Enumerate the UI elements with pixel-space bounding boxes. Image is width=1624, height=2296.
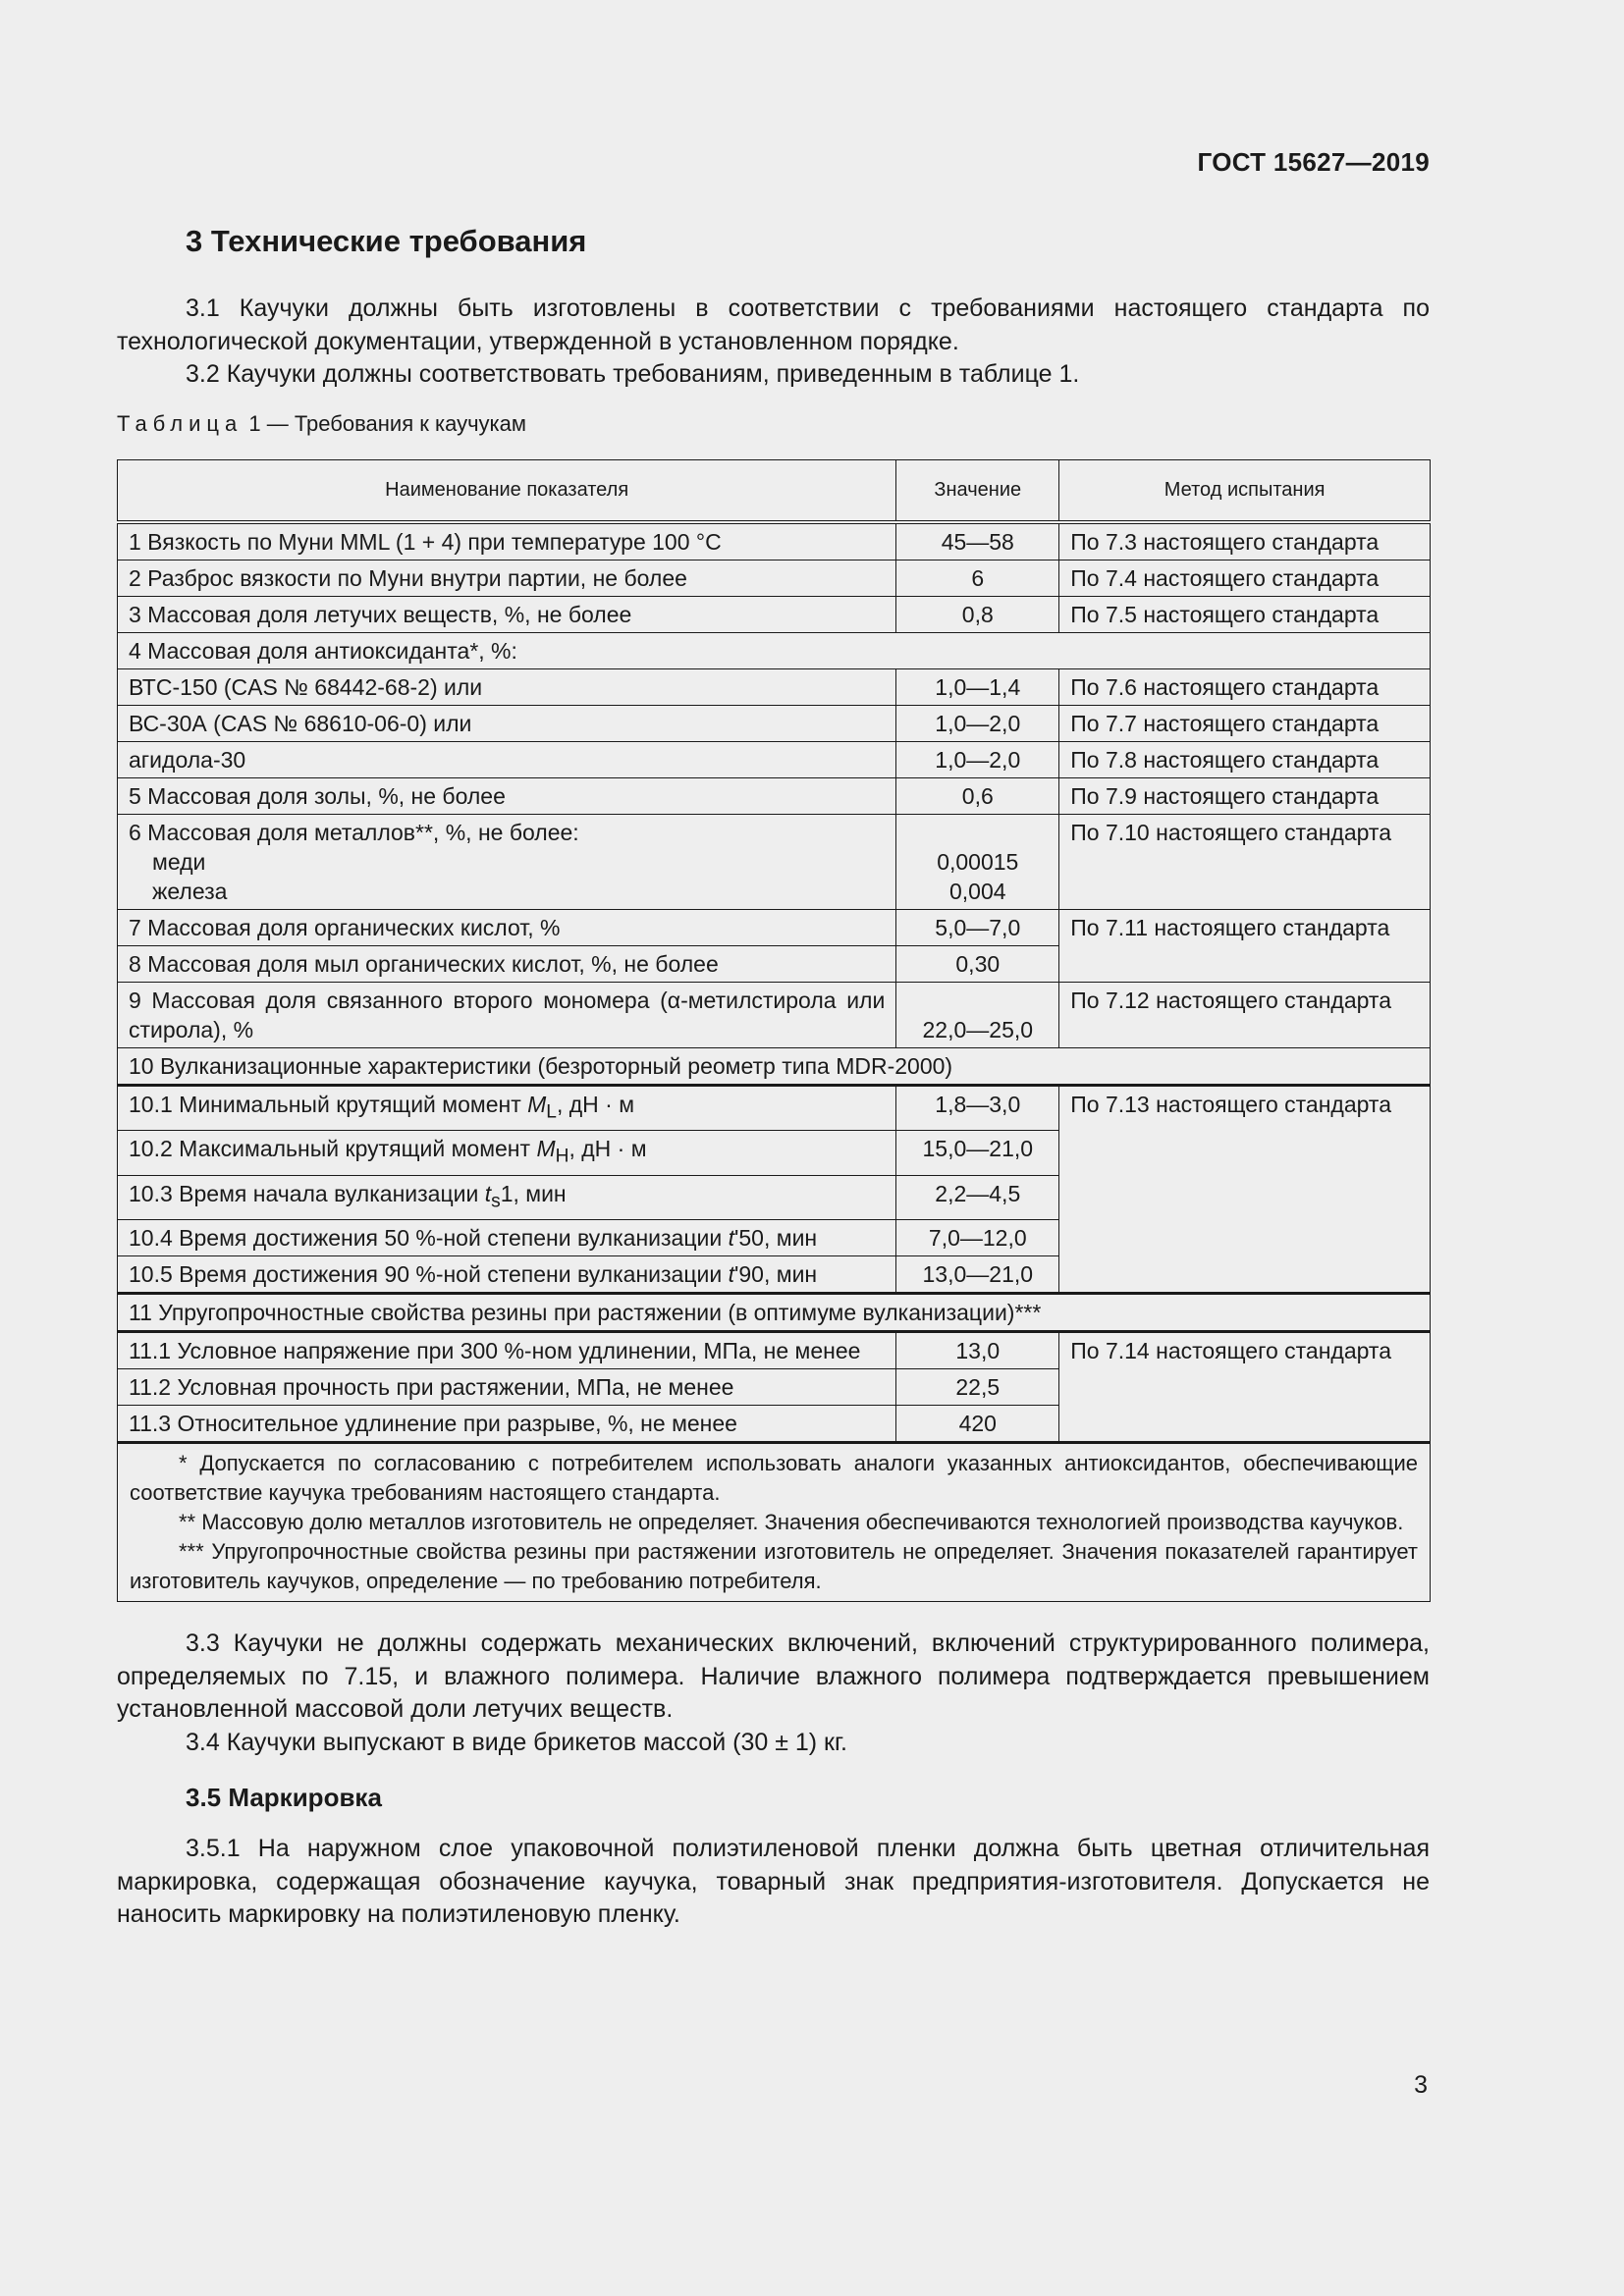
table-row	[118, 909, 1431, 945]
symbol: M	[536, 1136, 556, 1162]
row-name-unit: '50, мин	[734, 1225, 818, 1252]
row-method: По 7.6 настоящего стандарта	[1059, 668, 1431, 705]
table-row	[118, 705, 1431, 741]
paragraph-3-2: 3.2 Каучуки должны соответствовать требованиям, приведенным в таблице 1.	[186, 360, 1080, 388]
section-title: 3 Технические требования	[186, 224, 587, 258]
row-name	[118, 1175, 896, 1220]
row-name-main: 6 Массовая доля металлов**, %, не более:	[129, 819, 579, 845]
row-name-sub: железа	[152, 878, 228, 904]
paragraph-3-4: 3.4 Каучуки выпускают в виде брикетов массой (30 ± 1) кг.	[186, 1728, 847, 1756]
row-value: 0,8	[896, 596, 1059, 632]
symbol: t	[728, 1261, 734, 1288]
row-name-unit: 1, мин	[500, 1180, 567, 1206]
symbol-subscript: L	[546, 1101, 557, 1123]
row-value: 1,0—2,0	[896, 705, 1059, 741]
row-value: 420	[896, 1406, 1059, 1443]
row-method: По 7.3 настоящего стандарта	[1059, 522, 1431, 561]
table-row	[118, 522, 1431, 561]
footnote: * Допускается по согласованию с потребителем использовать аналоги указанных антиоксидантов, обеспечивающие соответствие каучука требованиям настоящего стандарта.	[130, 1451, 1418, 1506]
row-name-text: 10.1 Минимальный крутящий момент	[129, 1091, 528, 1117]
row-name: 2 Разброс вязкости по Муни внутри партии, не более	[118, 560, 896, 596]
row-name: 3 Массовая доля летучих веществ, %, не более	[118, 596, 896, 632]
header-value: Значение	[896, 459, 1059, 522]
table-row	[118, 1294, 1431, 1332]
row-name: 10 Вулканизационные характеристики (безроторный реометр типа MDR-2000)	[118, 1047, 1431, 1085]
row-method: По 7.14 настоящего стандарта	[1059, 1332, 1431, 1443]
table-caption	[117, 411, 1430, 437]
row-value: 1,8—3,0	[896, 1085, 1059, 1131]
row-name	[118, 1220, 896, 1256]
table-row	[118, 632, 1431, 668]
table-row	[118, 596, 1431, 632]
row-value: 1,0—1,4	[896, 668, 1059, 705]
table-caption-rest: 1 — Требования к каучукам	[243, 410, 527, 436]
header-name: Наименование показателя	[118, 459, 896, 522]
table-row	[118, 1085, 1431, 1131]
row-method: По 7.11 настоящего стандарта	[1059, 909, 1431, 982]
row-name-unit: '90, мин	[734, 1261, 818, 1288]
row-name-text: 10.2 Максимальный крутящий момент	[129, 1136, 537, 1162]
row-method: По 7.4 настоящего стандарта	[1059, 560, 1431, 596]
row-value	[896, 814, 1059, 909]
row-name: ВТС-150 (CAS № 68442-68-2) или	[118, 668, 896, 705]
footnote: *** Упругопрочностные свойства резины при растяжении изготовитель не определяет. Значения показателей гарантирует изготовитель каучуков, определение — по требованию потребителя.	[130, 1539, 1418, 1594]
row-name-unit: , дН · м	[568, 1136, 647, 1162]
row-value: 5,0—7,0	[896, 909, 1059, 945]
row-value: 22,5	[896, 1369, 1059, 1406]
row-name	[118, 814, 896, 909]
row-name	[118, 1131, 896, 1176]
row-name	[118, 1085, 896, 1131]
paragraph-3-3: 3.3 Каучуки не должны содержать механических включений, включений структурированного полимера, определяемых по 7.15, и влажного полимера. Наличие влажного полимера подтверждается превышением установленной массовой доли летучих веществ.	[117, 1629, 1430, 1724]
table-row	[118, 777, 1431, 814]
row-method: По 7.12 настоящего стандарта	[1059, 982, 1431, 1047]
page-number: 3	[1414, 2071, 1428, 2099]
row-name: агидола-30	[118, 741, 896, 777]
row-method: По 7.5 настоящего стандарта	[1059, 596, 1431, 632]
row-method: По 7.7 настоящего стандарта	[1059, 705, 1431, 741]
row-name-text: 10.4 Время достижения 50 %-ной степени вулканизации	[129, 1225, 729, 1252]
table-row	[118, 741, 1431, 777]
row-value: 7,0—12,0	[896, 1220, 1059, 1256]
row-value: 13,0—21,0	[896, 1256, 1059, 1294]
document-header: ГОСТ 15627—2019	[1197, 147, 1430, 177]
row-name: 11 Упругопрочностные свойства резины при растяжении (в оптимуме вулканизации)***	[118, 1294, 1431, 1332]
row-method: По 7.8 настоящего стандарта	[1059, 741, 1431, 777]
row-value: 1,0—2,0	[896, 741, 1059, 777]
symbol: M	[527, 1091, 547, 1117]
table-row	[118, 814, 1431, 909]
row-name-text: 10.3 Время начала вулканизации	[129, 1180, 485, 1206]
row-value-iron: 0,004	[949, 878, 1006, 904]
symbol: t	[728, 1225, 734, 1252]
row-name-unit: , дН · м	[556, 1091, 635, 1117]
row-method: По 7.13 настоящего стандарта	[1059, 1085, 1431, 1294]
row-method: По 7.9 настоящего стандарта	[1059, 777, 1431, 814]
row-name: 9 Массовая доля связанного второго мономера (α-метилстирола или стирола), %	[118, 982, 896, 1047]
row-value: 0,30	[896, 945, 1059, 982]
table-header-row	[118, 459, 1431, 522]
symbol-subscript: s	[491, 1191, 501, 1212]
row-name: 7 Массовая доля органических кислот, %	[118, 909, 896, 945]
row-value: 6	[896, 560, 1059, 596]
row-method: По 7.10 настоящего стандарта	[1059, 814, 1431, 909]
row-name: 11.1 Условное напряжение при 300 %-ном удлинении, МПа, не менее	[118, 1332, 896, 1369]
symbol-subscript: H	[555, 1146, 569, 1167]
row-name: 1 Вязкость по Муни MML (1 + 4) при температуре 100 °C	[118, 522, 896, 561]
table-row	[118, 1332, 1431, 1369]
requirements-table	[117, 459, 1431, 1603]
header-method: Метод испытания	[1059, 459, 1431, 522]
paragraph-3-5-1: 3.5.1 На наружном слое упаковочной полиэтиленовой пленки должна быть цветная отличительная маркировка, содержащая обозначение каучука, товарный знак предприятия-изготовителя. Допускается не наносить маркировку на полиэтиленовую пленку.	[117, 1835, 1430, 1929]
row-value: 15,0—21,0	[896, 1131, 1059, 1176]
row-value-copper: 0,00015	[937, 848, 1019, 875]
row-value: 45—58	[896, 522, 1059, 561]
after-table-section	[117, 1628, 1430, 1932]
symbol: t	[484, 1180, 492, 1206]
table-row	[118, 1047, 1431, 1085]
subsection-title: 3.5 Маркировка	[186, 1783, 382, 1813]
row-value: 2,2—4,5	[896, 1175, 1059, 1220]
page-content	[117, 224, 1430, 1932]
row-name: 4 Массовая доля антиоксиданта*, %:	[118, 632, 1431, 668]
row-name	[118, 1256, 896, 1294]
row-name: ВС-30А (CAS № 68610-06-0) или	[118, 705, 896, 741]
row-value: 13,0	[896, 1332, 1059, 1369]
row-value: 22,0—25,0	[896, 982, 1059, 1047]
row-name: 11.3 Относительное удлинение при разрыве, %, не менее	[118, 1406, 896, 1443]
table-caption-word: Таблица	[117, 410, 244, 436]
footnote: ** Массовую долю металлов изготовитель не определяет. Значения обеспечиваются технологией производства каучуков.	[179, 1510, 1404, 1535]
table-row	[118, 668, 1431, 705]
table-row	[118, 982, 1431, 1047]
table-footnotes	[118, 1443, 1431, 1602]
row-name: 8 Массовая доля мыл органических кислот, %, не более	[118, 945, 896, 982]
row-value: 0,6	[896, 777, 1059, 814]
table-row	[118, 560, 1431, 596]
paragraph-3-1: 3.1 Каучуки должны быть изготовлены в соответствии с требованиями настоящего стандарта по технологической документации, утвержденной в установленном порядке.	[117, 294, 1430, 355]
row-name-sub: меди	[152, 848, 206, 875]
row-name-text: 10.5 Время достижения 90 %-ной степени вулканизации	[129, 1261, 729, 1288]
row-name: 11.2 Условная прочность при растяжении, МПа, не менее	[118, 1369, 896, 1406]
table-footnotes-row	[118, 1443, 1431, 1602]
row-name: 5 Массовая доля золы, %, не более	[118, 777, 896, 814]
